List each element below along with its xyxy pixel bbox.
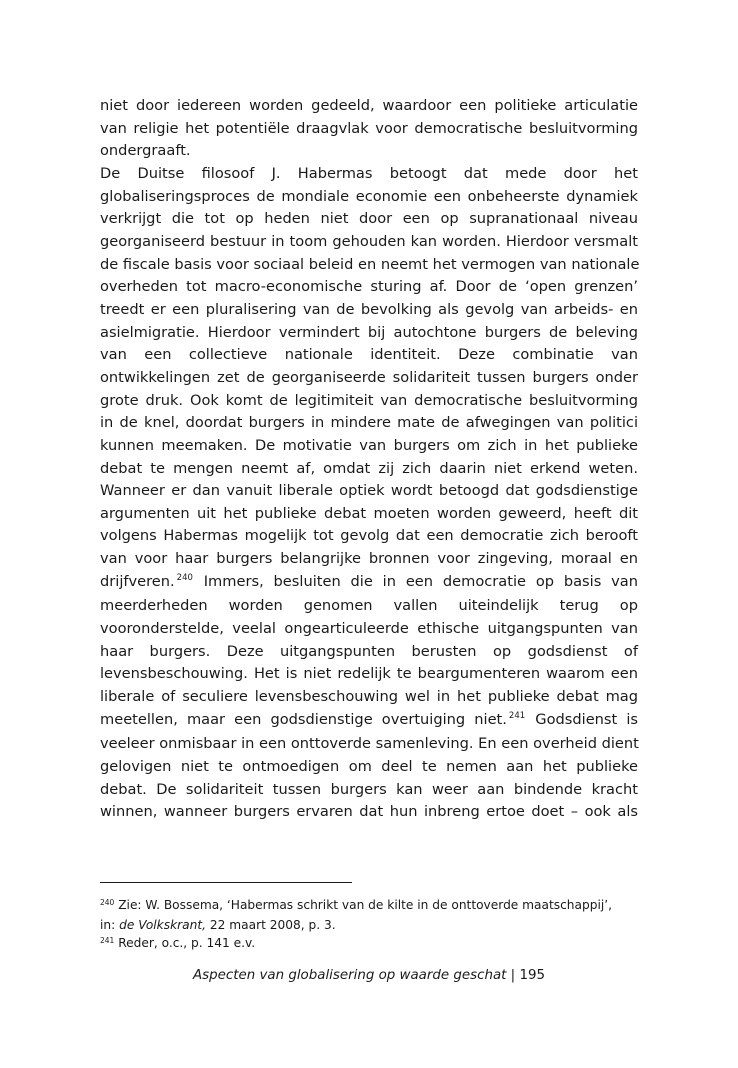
text-line: argumenten uit het publieke debat moeten worden geweerd, heeft dit <box>100 504 638 522</box>
text-line: de fiscale basis voor sociaal beleid en neemt het vermogen van nationale <box>100 255 640 273</box>
text-line: liberale of seculiere levensbeschouwing wel in het publieke debat mag <box>100 688 638 706</box>
text-line: van een collectieve nationale identiteit. Deze combinatie van <box>100 346 638 364</box>
text-line: kunnen meemaken. De motivatie van burgers om zich in het publieke <box>100 436 638 454</box>
text-line: grote druk. Ook komt de legitimiteit van democratische besluitvorming <box>100 391 638 409</box>
text-line: gelovigen niet te ontmoedigen om deel te nemen aan het publieke <box>100 758 638 776</box>
footnote-text: 22 maart 2008, p. 3. <box>206 918 336 933</box>
text-line: meerderheden worden genomen vallen uiteindelijk terug op <box>100 597 638 615</box>
text-line: van religie het potentiële draagvlak voor democratische besluitvorming <box>100 119 638 137</box>
text-line: levensbeschouwing. Het is niet redelijk te beargumenteren waarom een <box>100 665 638 683</box>
text-line: vooronderstelde, veelal ongearticuleerde ethische uitgangspunten van <box>100 620 638 638</box>
text-line: winnen, wanneer burgers ervaren dat hun inbreng ertoe doet – ook als <box>100 803 638 821</box>
footnote-240-continued <box>100 916 638 934</box>
text-line: in de knel, doordat burgers in mindere mate de afwegingen van politici <box>100 414 638 432</box>
text-line: ondergraaft. <box>100 142 191 160</box>
text-line: debat te mengen neemt af, omdat zij zich daarin niet erkend weten. <box>100 459 638 477</box>
body-text <box>100 95 638 824</box>
newspaper-title: de Volkskrant, <box>119 918 206 933</box>
footnote-text: Zie: W. Bossema, ‘Habermas schrikt van de kilte in de onttoverde maatschappij’, <box>118 898 612 912</box>
footer-separator: | <box>506 968 520 983</box>
text-line: overheden tot macro-economische sturing af. Door de ‘open grenzen’ <box>100 278 638 296</box>
text-line: Wanneer er dan vanuit liberale optiek wordt betoogd dat godsdienstige <box>100 482 638 500</box>
text-line: volgens Habermas mogelijk tot gevolg dat een democratie zich berooft <box>100 527 638 545</box>
text-line <box>100 571 638 596</box>
text-line: haar burgers. Deze uitgangspunten berusten op godsdienst of <box>100 642 638 660</box>
footnote-text: in: <box>100 918 120 933</box>
footnote-number: 240 <box>100 898 115 907</box>
text-line: van voor haar burgers belangrijke bronnen voor zingeving, moraal en <box>100 550 638 568</box>
footnotes <box>100 896 638 955</box>
book-title: Aspecten van globalisering op waarde geschat <box>192 968 507 983</box>
running-footer <box>0 967 738 985</box>
text-line: verkrijgt die tot op heden niet door een op supranationaal niveau <box>100 210 638 228</box>
footnote-separator <box>100 882 352 883</box>
footnote-ref-241[interactable]: 241 <box>508 710 526 721</box>
text-line: De Duitse filosoof J. Habermas betoogt dat mede door het <box>100 164 638 182</box>
page-number: 195 <box>519 968 545 983</box>
footnote-number: 241 <box>100 936 115 946</box>
footnote-241 <box>100 934 638 954</box>
text-segment: Godsdienst is <box>535 710 638 728</box>
footnote-240 <box>100 896 638 916</box>
text-line: asielmigratie. Hierdoor vermindert bij autochtone burgers de beleving <box>100 323 638 341</box>
text-line: globaliseringsproces de mondiale economie een onbeheerste dynamiek <box>100 187 638 205</box>
text-line: veeleer onmisbaar in een onttoverde samenleving. En een overheid dient <box>100 735 639 753</box>
footnote-ref-240[interactable]: 240 <box>176 572 193 583</box>
footnote-text: Reder, o.c., p. 141 e.v. <box>118 936 256 951</box>
text-line: treedt er een pluralisering van de bevolking als gevolg van arbeids- en <box>100 300 638 318</box>
text-segment: meetellen, maar een godsdienstige overtuiging niet. <box>100 710 507 728</box>
text-line <box>100 709 638 734</box>
text-line: niet door iedereen worden gedeeld, waardoor een politieke articulatie <box>100 97 638 114</box>
text-line: georganiseerd bestuur in toom gehouden kan worden. Hierdoor versmalt <box>100 232 638 250</box>
text-line: debat. De solidariteit tussen burgers kan weer aan bindende kracht <box>100 780 638 798</box>
text-segment: Immers, besluiten die in een democratie op basis van <box>203 572 638 590</box>
text-segment: drijfveren. <box>100 572 175 590</box>
text-line: ontwikkelingen zet de georganiseerde solidariteit tussen burgers onder <box>100 368 638 386</box>
